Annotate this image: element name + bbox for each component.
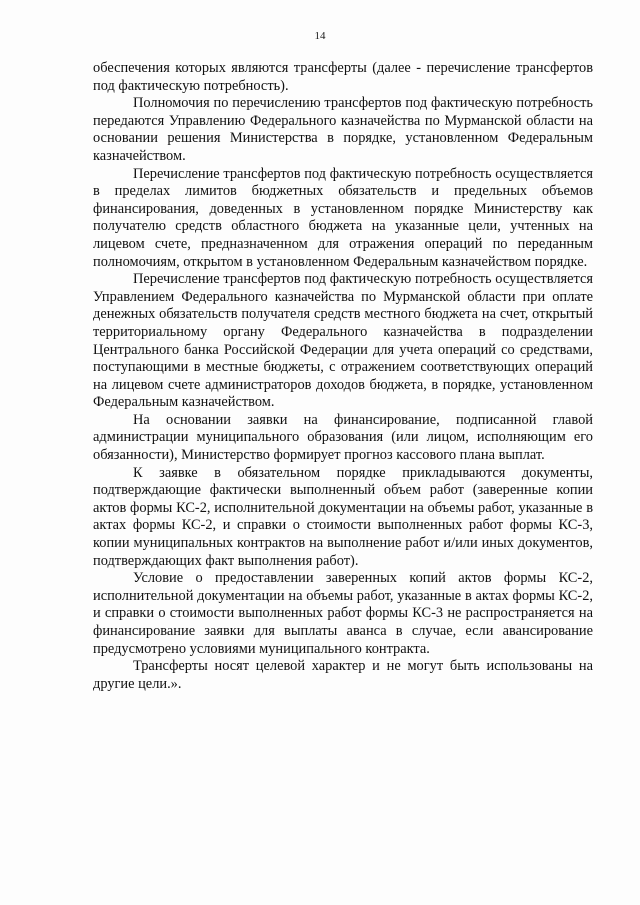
paragraph-advance-condition: Условие о предоставлении заверенных копий актов формы КС-2, исполнительной документации на объемы работ, указанные в актах формы КС-2, и справки о стоимости выполненных работ формы КС-3 не распространяется на финансирование заявки для выплаты аванса в случае, если авансирование предусмотрено условиями муниципального контракта.: [93, 570, 593, 657]
paragraph-treasury-payment: Перечисление трансфертов под фактическую потребность осуществляется Управлением Федерального казначейства по Мурманской области при оплате денежных обязательств получателя средств местного бюджета на счет, открытый территориальному органу Федерального казначейства в подразделении Центрального банка Российской Федерации для учета операций со средствами, поступающими в местные бюджеты, с отражением соответствующих операций на лицевом счете администраторов доходов бюджета, в порядке, установленном Федеральным казначейством.: [93, 271, 593, 411]
paragraph-targeted-use: Трансферты носят целевой характер и не могут быть использованы на другие цели.».: [93, 658, 593, 692]
page-number: 14: [314, 30, 326, 42]
document-body: [93, 60, 593, 693]
paragraph-limits: Перечисление трансфертов под фактическую потребность осуществляется в пределах лимитов бюджетных обязательств и предельных объемов финансирования, доведенных в установленном порядке Министерству как получателю средств областного бюджета на указанные цели, учтенных на лицевом счете, предназначенном для отражения операций по переданным полномочиям, открытом в установленном Федеральным казначейством порядке.: [93, 165, 593, 270]
paragraph-supporting-documents: К заявке в обязательном порядке прикладываются документы, подтверждающие фактически выполненный объем работ (заверенные копии актов формы КС-2, исполнительной документации на объемы работ, указанные в актах формы КС-2, и справки о стоимости выполненных работ формы КС-3, копии муниципальных контрактов на выполнение работ и/или иных документов, подтверждающих факт выполнения работ).: [93, 464, 593, 569]
paragraph-powers-transfer: Полномочия по перечислению трансфертов под фактическую потребность передаются Управлению Федерального казначейства по Мурманской области на основании решения Министерства в порядке, установленном Федеральным казначейством.: [93, 95, 593, 164]
paragraph-funding-request: На основании заявки на финансирование, подписанной главой администрации муниципального образования (или лицом, исполняющим его обязанности), Министерство формирует прогноз кассового плана выплат.: [93, 411, 593, 464]
paragraph-continuation: обеспечения которых являются трансферты (далее - перечисление трансфертов под фактическую потребность).: [93, 60, 593, 94]
